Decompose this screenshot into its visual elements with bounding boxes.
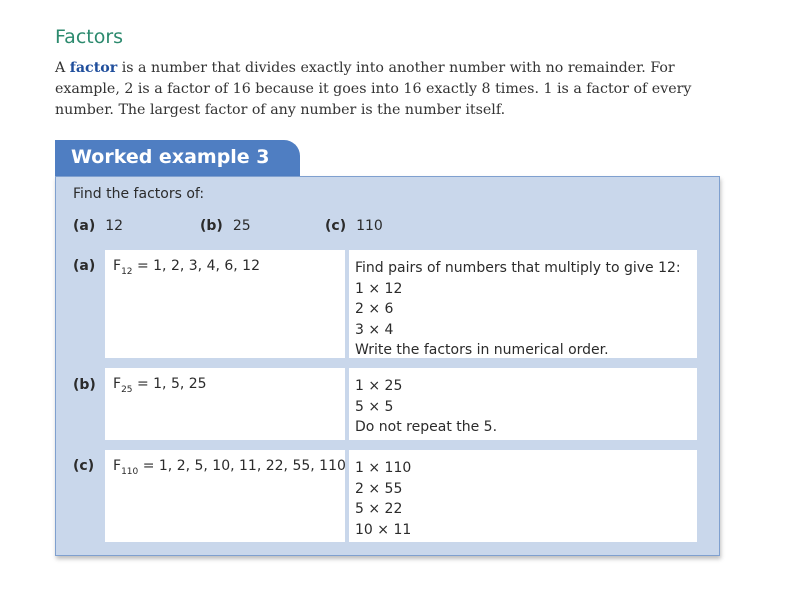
step-line: 2 × 55	[355, 480, 403, 497]
factor-list: = 1, 2, 5, 10, 11, 22, 55, 110	[138, 458, 346, 474]
step-line: Write the factors in numerical order.	[355, 342, 609, 358]
step-line: 1 × 110	[355, 460, 412, 476]
factor-result-a	[113, 258, 260, 277]
intro-paragraph	[55, 58, 735, 121]
factor-result-c	[113, 458, 346, 477]
answer-box-c	[105, 450, 345, 542]
step-line: 5 × 22	[355, 501, 403, 517]
worked-example-tab	[55, 140, 300, 176]
example-prompt: Find the factors of:	[73, 186, 205, 202]
step-line: 2 × 6	[355, 301, 394, 317]
step-line: 10 × 11	[355, 521, 412, 538]
row-label-c: (c)	[73, 458, 95, 474]
factor-list: = 1, 2, 3, 4, 6, 12	[132, 258, 260, 274]
answer-box-b	[105, 368, 345, 440]
row-label-b: (b)	[73, 377, 96, 393]
option-label: (c)	[325, 218, 347, 234]
option-label: (b)	[200, 218, 223, 234]
factor-result-b	[113, 376, 207, 395]
step-line: 1 × 25	[355, 378, 403, 394]
step-line: Find pairs of numbers that multiply to give 12:	[355, 260, 681, 276]
factor-subscript: 12	[121, 267, 133, 277]
keyword-factor: factor	[69, 60, 118, 76]
steps-b	[355, 376, 497, 438]
answer-box-a	[105, 250, 345, 358]
steps-box-b	[349, 368, 697, 440]
factor-symbol: F	[113, 258, 122, 274]
step-line: 1 × 12	[355, 280, 403, 297]
intro-text-before: A	[55, 60, 70, 76]
factor-list: = 1, 5, 25	[132, 376, 207, 392]
factor-subscript: 110	[121, 467, 139, 477]
section-heading: Factors	[55, 26, 124, 48]
option-value: 110	[356, 218, 383, 234]
option-c	[325, 218, 383, 234]
steps-c	[355, 458, 411, 540]
factor-subscript: 25	[121, 385, 133, 395]
step-line: Do not repeat the 5.	[355, 419, 498, 435]
option-value: 12	[105, 218, 124, 234]
worked-example-title: Worked example 3	[71, 146, 270, 168]
intro-text-after: is a number that divides exactly into another number with no remainder. For example, 2 is a factor of 16 because it goes into 16 exactly 8 times. 1 is a factor of every number. The largest factor of any number is the number itself.	[55, 60, 692, 118]
steps-box-a	[349, 250, 697, 358]
step-line: 5 × 5	[355, 398, 394, 415]
option-label: (a)	[73, 218, 96, 234]
option-a	[73, 218, 123, 234]
option-value: 25	[232, 218, 251, 234]
option-b	[200, 218, 251, 234]
row-label-a: (a)	[73, 258, 96, 274]
steps-a	[355, 258, 681, 361]
step-line: 3 × 4	[355, 321, 394, 338]
factor-symbol: F	[113, 376, 122, 392]
factor-symbol: F	[113, 458, 122, 474]
steps-box-c	[349, 450, 697, 542]
